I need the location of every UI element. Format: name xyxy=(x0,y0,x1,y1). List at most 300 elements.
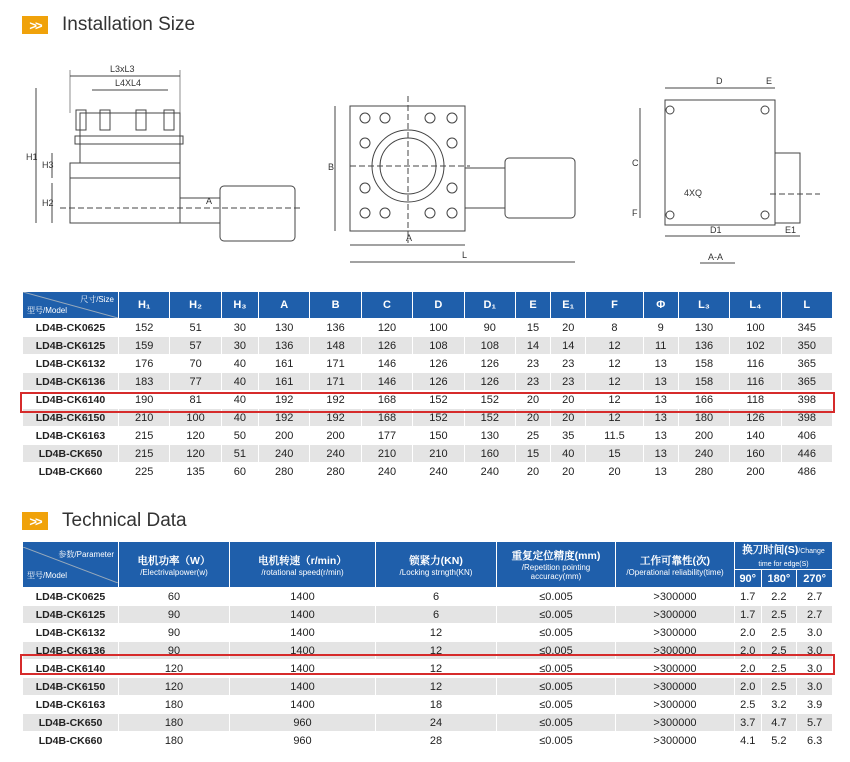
table-row xyxy=(23,678,833,696)
tech-corner-header xyxy=(23,542,119,588)
value-cell: 176 xyxy=(119,355,170,373)
value-cell: 159 xyxy=(119,337,170,355)
size-col-header: Φ xyxy=(643,292,678,319)
value-cell: 15 xyxy=(586,445,643,463)
value-cell: 1400 xyxy=(230,660,376,678)
table-row xyxy=(23,606,833,624)
value-cell: 81 xyxy=(170,391,221,409)
value-cell: 20 xyxy=(515,409,550,427)
value-cell: 3.9 xyxy=(797,696,833,714)
value-cell: 180 xyxy=(119,714,230,732)
value-cell: 446 xyxy=(781,445,832,463)
value-cell: 130 xyxy=(464,427,515,445)
table-row xyxy=(23,445,833,463)
value-cell: 2.7 xyxy=(797,606,833,624)
value-cell: 240 xyxy=(361,463,412,481)
value-cell: 23 xyxy=(551,355,586,373)
value-cell: 192 xyxy=(310,391,361,409)
value-cell: 200 xyxy=(678,427,729,445)
value-cell: 240 xyxy=(259,445,310,463)
value-cell: 20 xyxy=(551,391,586,409)
value-cell: 150 xyxy=(413,427,464,445)
value-cell: 70 xyxy=(170,355,221,373)
value-cell: 140 xyxy=(730,427,781,445)
value-cell: 152 xyxy=(464,409,515,427)
size-col-header: A xyxy=(259,292,310,319)
header-cn: 换刀时间(S) xyxy=(742,544,799,556)
model-cell: LD4B-CK6163 xyxy=(23,696,119,714)
value-cell: 23 xyxy=(515,373,550,391)
value-cell: 192 xyxy=(259,391,310,409)
label-d1: D1 xyxy=(710,225,722,235)
value-cell: 171 xyxy=(310,373,361,391)
size-col-header: E₁ xyxy=(551,292,586,319)
header-cn: 电机功率（W） xyxy=(137,554,211,567)
value-cell: 3.0 xyxy=(797,642,833,660)
header-en: /Operational reliability(time) xyxy=(626,567,724,577)
value-cell: 2.5 xyxy=(761,624,797,642)
value-cell: 13 xyxy=(643,427,678,445)
header-en: /rotational speed(r/min) xyxy=(261,567,344,577)
tech-col-header xyxy=(230,542,376,588)
angle-header: 180° xyxy=(761,570,797,588)
value-cell: 11 xyxy=(643,337,678,355)
value-cell: 6.3 xyxy=(797,732,833,750)
table-row xyxy=(23,588,833,606)
value-cell: 90 xyxy=(119,606,230,624)
double-chevron-icon: >> xyxy=(22,512,48,530)
size-col-header: D xyxy=(413,292,464,319)
label-h1: H1 xyxy=(26,152,38,162)
value-cell: 406 xyxy=(781,427,832,445)
tech-col-header xyxy=(616,542,735,588)
value-cell: 1.7 xyxy=(735,588,762,606)
value-cell: 13 xyxy=(643,463,678,481)
section-view-body xyxy=(665,100,775,225)
value-cell: 100 xyxy=(170,409,221,427)
label-b: B xyxy=(328,162,335,172)
value-cell: 1400 xyxy=(230,696,376,714)
value-cell: 50 xyxy=(221,427,258,445)
value-cell: 215 xyxy=(119,427,170,445)
table-row xyxy=(23,714,833,732)
value-cell: 4.7 xyxy=(761,714,797,732)
value-cell: 161 xyxy=(259,355,310,373)
value-cell: 130 xyxy=(678,319,729,337)
header-cn: 电机转速（r/min） xyxy=(258,554,347,567)
value-cell: 20 xyxy=(551,409,586,427)
value-cell: 183 xyxy=(119,373,170,391)
section-title: Technical Data xyxy=(62,510,187,531)
value-cell: 225 xyxy=(119,463,170,481)
angle-header: 90° xyxy=(735,570,762,588)
value-cell: 180 xyxy=(119,732,230,750)
value-cell: ≤0.005 xyxy=(497,588,616,606)
value-cell: 57 xyxy=(170,337,221,355)
size-table-header xyxy=(23,292,833,319)
value-cell: 3.7 xyxy=(735,714,762,732)
value-cell: 152 xyxy=(413,409,464,427)
label-l: L xyxy=(462,250,468,260)
value-cell: 2.0 xyxy=(735,642,762,660)
value-cell: 200 xyxy=(259,427,310,445)
value-cell: >300000 xyxy=(616,678,735,696)
model-cell: LD4B-CK0625 xyxy=(23,319,119,337)
value-cell: 1400 xyxy=(230,678,376,696)
size-col-header: H₁ xyxy=(119,292,170,319)
value-cell: 200 xyxy=(310,427,361,445)
value-cell: 2.5 xyxy=(735,696,762,714)
value-cell: 12 xyxy=(376,642,497,660)
value-cell: 3.0 xyxy=(797,624,833,642)
value-cell: ≤0.005 xyxy=(497,624,616,642)
value-cell: 3.0 xyxy=(797,678,833,696)
value-cell: 240 xyxy=(310,445,361,463)
value-cell: 240 xyxy=(413,463,464,481)
value-cell: 210 xyxy=(119,409,170,427)
value-cell: 2.0 xyxy=(735,624,762,642)
value-cell: ≤0.005 xyxy=(497,660,616,678)
table-row xyxy=(23,660,833,678)
model-cell: LD4B-CK650 xyxy=(23,714,119,732)
header-en: /Repetition pointing accuracy(mm) xyxy=(521,563,591,581)
label-e: E xyxy=(766,76,773,86)
value-cell: 2.5 xyxy=(761,660,797,678)
model-cell: LD4B-CK6150 xyxy=(23,678,119,696)
value-cell: 20 xyxy=(586,463,643,481)
value-cell: 158 xyxy=(678,355,729,373)
tech-table-header xyxy=(23,542,833,570)
value-cell: 24 xyxy=(376,714,497,732)
value-cell: 126 xyxy=(413,373,464,391)
label-h3: H3 xyxy=(42,160,54,170)
size-col-header: B xyxy=(310,292,361,319)
value-cell: 120 xyxy=(361,319,412,337)
value-cell: 15 xyxy=(515,445,550,463)
table-row xyxy=(23,463,833,481)
table-row xyxy=(23,409,833,427)
size-col-header: C xyxy=(361,292,412,319)
value-cell: 120 xyxy=(170,445,221,463)
model-cell: LD4B-CK6150 xyxy=(23,409,119,427)
size-col-header: D₁ xyxy=(464,292,515,319)
value-cell: 3.0 xyxy=(797,660,833,678)
value-cell: >300000 xyxy=(616,624,735,642)
change-time-header xyxy=(735,542,833,570)
table-row xyxy=(23,732,833,750)
value-cell: 166 xyxy=(678,391,729,409)
value-cell: 11.5 xyxy=(586,427,643,445)
table-row xyxy=(23,337,833,355)
value-cell: 180 xyxy=(119,696,230,714)
value-cell: 20 xyxy=(551,319,586,337)
value-cell: 160 xyxy=(730,445,781,463)
model-cell: LD4B-CK660 xyxy=(23,463,119,481)
value-cell: 2.5 xyxy=(761,606,797,624)
value-cell: 1400 xyxy=(230,606,376,624)
label-c: C xyxy=(632,158,639,168)
label-e1: E1 xyxy=(785,225,797,235)
model-cell: LD4B-CK6140 xyxy=(23,660,119,678)
value-cell: 12 xyxy=(376,624,497,642)
value-cell: 240 xyxy=(678,445,729,463)
value-cell: 200 xyxy=(730,463,781,481)
header-en: /Locking strngth(KN) xyxy=(399,567,473,577)
value-cell: 1400 xyxy=(230,624,376,642)
value-cell: 23 xyxy=(551,373,586,391)
value-cell: 190 xyxy=(119,391,170,409)
value-cell: 90 xyxy=(119,642,230,660)
drawing-svg xyxy=(0,48,850,283)
value-cell: 20 xyxy=(551,463,586,481)
table-row xyxy=(23,427,833,445)
value-cell: 12 xyxy=(586,337,643,355)
value-cell: 120 xyxy=(119,660,230,678)
table-row xyxy=(23,373,833,391)
tech-corner-bottom: 型号/Model xyxy=(27,570,68,580)
value-cell: 210 xyxy=(413,445,464,463)
value-cell: 2.0 xyxy=(735,660,762,678)
value-cell: >300000 xyxy=(616,642,735,660)
value-cell: 3.2 xyxy=(761,696,797,714)
value-cell: 51 xyxy=(221,445,258,463)
table-row xyxy=(23,642,833,660)
value-cell: 12 xyxy=(586,373,643,391)
model-cell: LD4B-CK6163 xyxy=(23,427,119,445)
value-cell: 13 xyxy=(643,409,678,427)
table-row xyxy=(23,355,833,373)
value-cell: 177 xyxy=(361,427,412,445)
value-cell: 486 xyxy=(781,463,832,481)
size-col-header: L₃ xyxy=(678,292,729,319)
label-l3: L3xL3 xyxy=(110,64,135,74)
value-cell: 13 xyxy=(643,445,678,463)
value-cell: 30 xyxy=(221,337,258,355)
value-cell: 14 xyxy=(551,337,586,355)
model-cell: LD4B-CK6136 xyxy=(23,373,119,391)
value-cell: 12 xyxy=(376,678,497,696)
value-cell: 12 xyxy=(586,355,643,373)
value-cell: 130 xyxy=(259,319,310,337)
value-cell: 126 xyxy=(464,373,515,391)
model-cell: LD4B-CK6136 xyxy=(23,642,119,660)
value-cell: 152 xyxy=(119,319,170,337)
value-cell: 365 xyxy=(781,373,832,391)
table-row xyxy=(23,696,833,714)
size-table-body xyxy=(23,319,833,481)
model-cell: LD4B-CK6132 xyxy=(23,355,119,373)
value-cell: 40 xyxy=(221,391,258,409)
header-cn: 锁紧力(KN) xyxy=(409,554,463,567)
tech-col-header xyxy=(497,542,616,588)
value-cell: 8 xyxy=(586,319,643,337)
value-cell: 136 xyxy=(259,337,310,355)
side-motor xyxy=(220,186,295,241)
double-chevron-icon: >> xyxy=(22,16,48,34)
value-cell: 280 xyxy=(310,463,361,481)
model-cell: LD4B-CK6132 xyxy=(23,624,119,642)
label-section: A-A xyxy=(708,252,724,262)
size-col-header: F xyxy=(586,292,643,319)
value-cell: ≤0.005 xyxy=(497,732,616,750)
value-cell: 146 xyxy=(361,373,412,391)
value-cell: 1.7 xyxy=(735,606,762,624)
value-cell: 60 xyxy=(119,588,230,606)
value-cell: 51 xyxy=(170,319,221,337)
value-cell: 210 xyxy=(361,445,412,463)
technical-data-heading xyxy=(22,510,187,532)
value-cell: 192 xyxy=(259,409,310,427)
value-cell: 28 xyxy=(376,732,497,750)
value-cell: 2.7 xyxy=(797,588,833,606)
value-cell: 30 xyxy=(221,319,258,337)
table-row xyxy=(23,391,833,409)
size-corner-header xyxy=(23,292,119,319)
size-col-header: L xyxy=(781,292,832,319)
value-cell: 120 xyxy=(119,678,230,696)
value-cell: 365 xyxy=(781,355,832,373)
value-cell: 40 xyxy=(221,373,258,391)
size-corner-top: 尺寸/Size xyxy=(80,295,114,304)
value-cell: 6 xyxy=(376,588,497,606)
table-row xyxy=(23,319,833,337)
value-cell: 192 xyxy=(310,409,361,427)
value-cell: 2.5 xyxy=(761,678,797,696)
value-cell: 960 xyxy=(230,732,376,750)
tech-corner-top: 参数/Parameter xyxy=(58,549,114,559)
model-cell: LD4B-CK6125 xyxy=(23,337,119,355)
installation-size-table xyxy=(22,291,833,481)
value-cell: 160 xyxy=(464,445,515,463)
size-col-header: E xyxy=(515,292,550,319)
size-col-header: L₄ xyxy=(730,292,781,319)
section-title: Installation Size xyxy=(62,14,196,35)
table-row xyxy=(23,624,833,642)
value-cell: 171 xyxy=(310,355,361,373)
value-cell: 6 xyxy=(376,606,497,624)
value-cell: ≤0.005 xyxy=(497,714,616,732)
value-cell: 4.1 xyxy=(735,732,762,750)
value-cell: 398 xyxy=(781,391,832,409)
value-cell: >300000 xyxy=(616,660,735,678)
label-a-top: A xyxy=(406,233,413,243)
label-h2: H2 xyxy=(42,198,54,208)
value-cell: 20 xyxy=(515,391,550,409)
side-top xyxy=(70,163,180,178)
installation-size-heading xyxy=(22,14,195,36)
value-cell: ≤0.005 xyxy=(497,606,616,624)
value-cell: 12 xyxy=(586,391,643,409)
value-cell: 280 xyxy=(678,463,729,481)
value-cell: 5.7 xyxy=(797,714,833,732)
value-cell: 240 xyxy=(464,463,515,481)
tech-col-header xyxy=(376,542,497,588)
size-col-header: H₂ xyxy=(170,292,221,319)
size-corner-bottom: 型号/Model xyxy=(27,306,68,315)
value-cell: 136 xyxy=(678,337,729,355)
value-cell: 120 xyxy=(170,427,221,445)
model-cell: LD4B-CK6140 xyxy=(23,391,119,409)
value-cell: 77 xyxy=(170,373,221,391)
model-cell: LD4B-CK650 xyxy=(23,445,119,463)
value-cell: ≤0.005 xyxy=(497,696,616,714)
label-hole: 4XQ xyxy=(684,188,703,198)
value-cell: 40 xyxy=(221,355,258,373)
label-a-side: A xyxy=(206,196,213,206)
header-en: /Change time for edge(S) xyxy=(758,548,825,568)
size-col-header: H₃ xyxy=(221,292,258,319)
value-cell: 15 xyxy=(515,319,550,337)
value-cell: 5.2 xyxy=(761,732,797,750)
value-cell: 25 xyxy=(515,427,550,445)
value-cell: 90 xyxy=(464,319,515,337)
value-cell: >300000 xyxy=(616,696,735,714)
value-cell: 398 xyxy=(781,409,832,427)
value-cell: >300000 xyxy=(616,732,735,750)
value-cell: 23 xyxy=(515,355,550,373)
value-cell: 9 xyxy=(643,319,678,337)
value-cell: 108 xyxy=(464,337,515,355)
header-en: /Electrivalpower(w) xyxy=(140,567,208,577)
value-cell: 100 xyxy=(413,319,464,337)
value-cell: 35 xyxy=(551,427,586,445)
value-cell: 180 xyxy=(678,409,729,427)
value-cell: 40 xyxy=(221,409,258,427)
value-cell: 12 xyxy=(376,660,497,678)
value-cell: 136 xyxy=(310,319,361,337)
value-cell: 90 xyxy=(119,624,230,642)
value-cell: 13 xyxy=(643,391,678,409)
value-cell: 158 xyxy=(678,373,729,391)
value-cell: ≤0.005 xyxy=(497,678,616,696)
value-cell: 102 xyxy=(730,337,781,355)
value-cell: 18 xyxy=(376,696,497,714)
model-cell: LD4B-CK6125 xyxy=(23,606,119,624)
header-cn: 工作可靠性(次) xyxy=(640,554,710,567)
model-cell: LD4B-CK660 xyxy=(23,732,119,750)
value-cell: 148 xyxy=(310,337,361,355)
value-cell: 280 xyxy=(259,463,310,481)
label-f: F xyxy=(632,208,638,218)
value-cell: >300000 xyxy=(616,606,735,624)
value-cell: 168 xyxy=(361,409,412,427)
value-cell: 13 xyxy=(643,373,678,391)
tech-table-body xyxy=(23,588,833,750)
value-cell: ≤0.005 xyxy=(497,642,616,660)
label-d: D xyxy=(716,76,723,86)
value-cell: 2.0 xyxy=(735,678,762,696)
value-cell: 126 xyxy=(361,337,412,355)
value-cell: 108 xyxy=(413,337,464,355)
installation-drawings xyxy=(0,48,850,283)
value-cell: 20 xyxy=(515,463,550,481)
value-cell: 126 xyxy=(464,355,515,373)
value-cell: 1400 xyxy=(230,642,376,660)
side-body xyxy=(70,178,180,223)
value-cell: 13 xyxy=(643,355,678,373)
value-cell: 100 xyxy=(730,319,781,337)
header-cn: 重复定位精度(mm) xyxy=(511,550,601,562)
value-cell: 152 xyxy=(464,391,515,409)
value-cell: 126 xyxy=(730,409,781,427)
value-cell: 116 xyxy=(730,373,781,391)
label-l4: L4XL4 xyxy=(115,78,142,88)
value-cell: 350 xyxy=(781,337,832,355)
value-cell: 960 xyxy=(230,714,376,732)
value-cell: 135 xyxy=(170,463,221,481)
value-cell: 12 xyxy=(586,409,643,427)
value-cell: 168 xyxy=(361,391,412,409)
